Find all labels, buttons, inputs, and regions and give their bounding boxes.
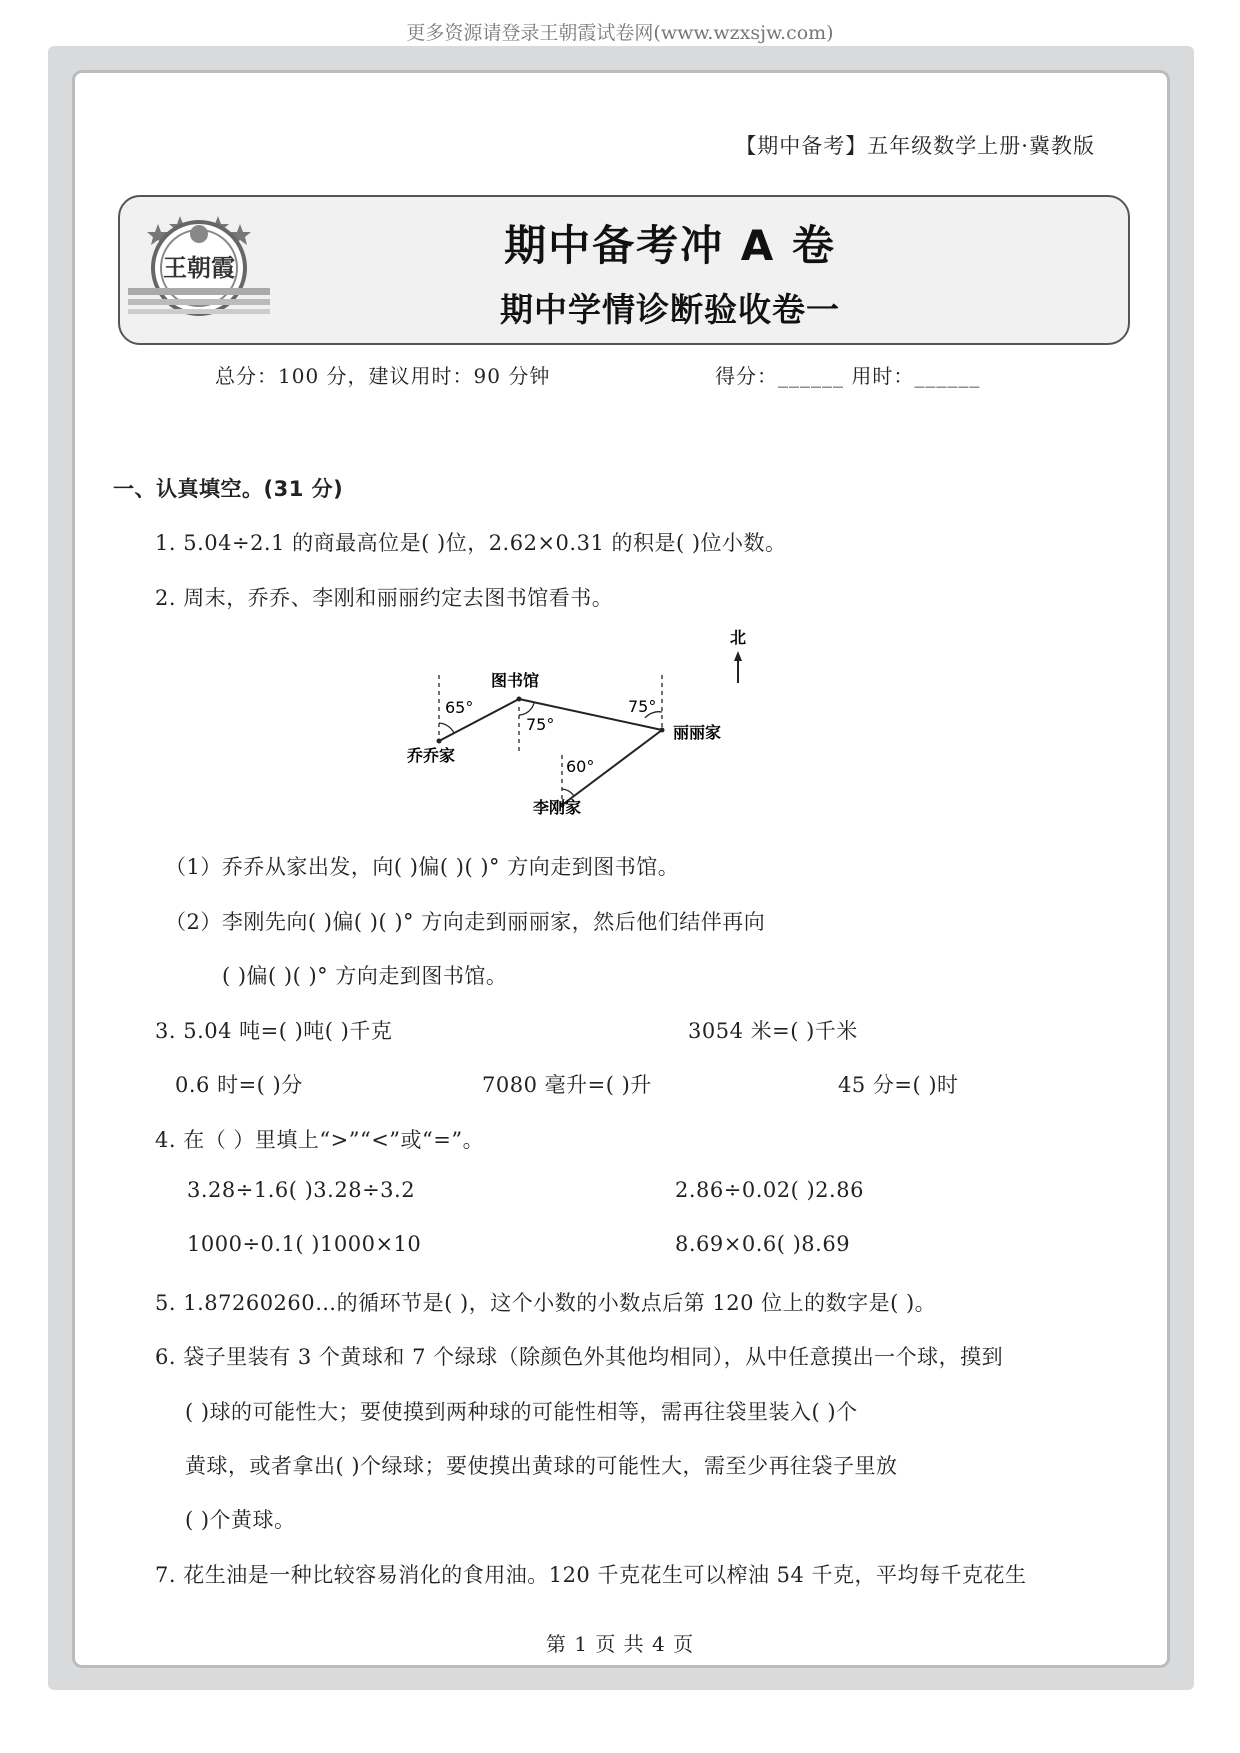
question-3b-left: 0.6 时=( )分 [175, 1073, 303, 1097]
question-4a-left: 3.28÷1.6( )3.28÷3.2 [187, 1178, 416, 1202]
question-4a-right: 2.86÷0.02( )2.86 [675, 1178, 864, 1202]
exam-subtitle: 期中学情诊断验收卷一 [500, 290, 840, 329]
book-series-label: 【期中备考】五年级数学上册·冀教版 [735, 134, 1095, 158]
question-4b-right: 8.69×0.6( )8.69 [675, 1232, 851, 1256]
logo-text: 王朝霞 [163, 253, 235, 282]
library-label: 图书馆 [491, 671, 540, 690]
question-6-line-3: 黄球，或者拿出( )个绿球；要使摸出黄球的可能性大，需至少再往袋子里放 [185, 1454, 898, 1478]
question-5: 5. 1.87260260…的循环节是( )，这个小数的小数点后第 120 位上的数字是( )。 [155, 1291, 937, 1315]
angle-library: 75° [526, 715, 555, 734]
qiaoqiao-home-label: 乔乔家 [407, 746, 456, 765]
score-time-info: 总分：100 分，建议用时：90 分钟 [215, 364, 551, 388]
question-2: 2. 周末，乔乔、李刚和丽丽约定去图书馆看书。 [155, 586, 614, 610]
score-fill-fields: 得分：______ 用时：______ [715, 364, 981, 388]
question-3b-middle: 7080 毫升=( )升 [482, 1073, 652, 1097]
question-2-part-2b: ( )偏( )( )° 方向走到图书馆。 [222, 964, 508, 988]
watermark-text: 更多资源请登录王朝霞试卷网(www.wzxsjw.com) [406, 22, 834, 44]
question-3a-left: 3. 5.04 吨=( )吨( )千克 [155, 1019, 393, 1043]
question-1: 1. 5.04÷2.1 的商最高位是( )位，2.62×0.31 的积是( )位小数。 [155, 531, 787, 555]
question-4: 4. 在（ ）里填上“>”“<”或“=”。 [155, 1128, 485, 1152]
section-heading: 一、认真填空。(31 分) [113, 477, 344, 501]
question-6-line-1: 6. 袋子里装有 3 个黄球和 7 个绿球（除颜色外其他均相同），从中任意摸出一个球，摸到 [155, 1345, 1004, 1369]
question-6-line-4: ( )个黄球。 [185, 1508, 296, 1532]
exam-title: 期中备考冲 A 卷 [504, 221, 836, 270]
question-6-line-2: ( )球的可能性大；要使摸到两种球的可能性相等，需再往袋里装入( )个 [185, 1400, 858, 1424]
question-3a-right: 3054 米=( )千米 [688, 1019, 858, 1043]
direction-diagram [395, 615, 765, 835]
question-2-part-2a: （2）李刚先向( )偏( )( )° 方向走到丽丽家，然后他们结伴再向 [165, 910, 766, 934]
angle-lili: 75° [628, 697, 657, 716]
angle-qiaoqiao: 65° [445, 698, 474, 717]
question-7: 7. 花生油是一种比较容易消化的食用油。120 千克花生可以榨油 54 千克，平均每千克花生 [155, 1563, 1027, 1587]
angle-ligang: 60° [566, 757, 595, 776]
question-2-part-1: （1）乔乔从家出发，向( )偏( )( )° 方向走到图书馆。 [165, 855, 680, 879]
question-4b-left: 1000÷0.1( )1000×10 [187, 1232, 422, 1256]
lili-home-label: 丽丽家 [673, 723, 722, 742]
question-3b-right: 45 分=( )时 [838, 1073, 959, 1097]
north-label: 北 [729, 628, 747, 647]
ligang-home-label: 李刚家 [533, 798, 582, 817]
page-number-footer: 第 1 页 共 4 页 [545, 1632, 695, 1656]
